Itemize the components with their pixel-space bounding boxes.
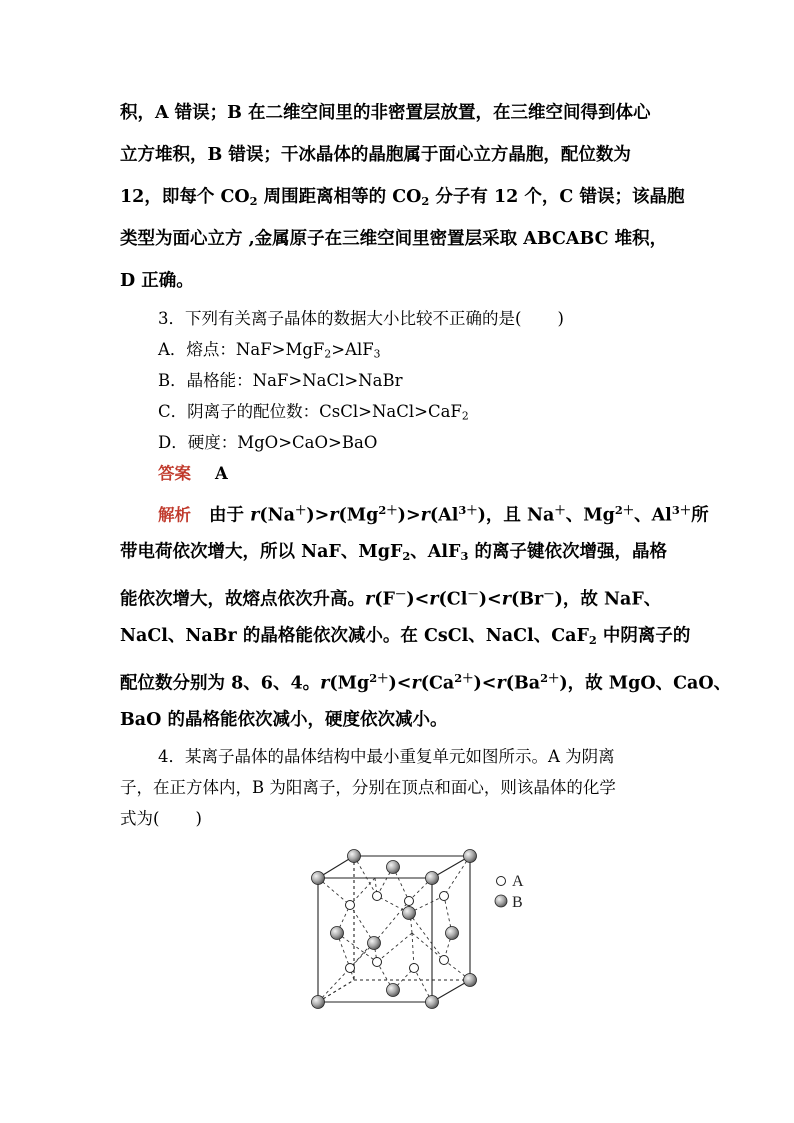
- analysis-line-6: BaO 的晶格能依次减小，硬度依次减小。: [120, 710, 448, 730]
- question-4-line-1: 4．某离子晶体的晶体结构中最小重复单元如图所示。A 为阴离: [158, 747, 615, 766]
- question-3-stem: 3．下列有关离子晶体的数据大小比较不正确的是( ): [158, 309, 564, 328]
- analysis-line-2: 带电荷依次增大，所以 NaF、MgF$_2$、AlF$_3$ 的离子键依次增强，晶格: [120, 542, 667, 563]
- b-atoms: [312, 850, 477, 1009]
- explanation-line-4: 类型为面心立方 ,金属原子在三维空间里密置层采取 ABCABC 堆积，: [120, 229, 668, 249]
- analysis-label: 解析: [158, 505, 191, 525]
- question-3-option-b: B．晶格能：NaF>NaCl>NaBr: [158, 371, 403, 390]
- analysis-line-3: 能依次增大，故熔点依次升高。r(F－)<r(Cl－)<r(Br－)，故 NaF、: [120, 587, 662, 610]
- analysis-line-5: 配位数分别为 8、6、4。$r(Mg^{2+})<r(Ca^{2+})<r(Ba^{2+})$，故 MgO、CaO、: [120, 671, 732, 694]
- a-atoms: [346, 892, 449, 973]
- question-4-line-2: 子，在正方体内，B 为阳离子，分别在顶点和面心，则该晶体的化学: [120, 778, 616, 797]
- question-3-answer: 答案 A: [158, 464, 228, 483]
- question-3-option-c: C．阴离子的配位数：CsCl>NaCl>CaF$_2$: [158, 402, 469, 423]
- analysis-line-1: 解析 由于 $r(Na^+)>r(Mg^{2+})>r(Al^{3+})$，且 Na＋、$Mg^{2+}$、$Al^{3+}$所: [158, 503, 709, 526]
- crystal-structure-figure: [302, 838, 538, 1024]
- question-4-line-3: 式为( ): [120, 809, 202, 828]
- explanation-line-5: D 正确。: [120, 271, 194, 291]
- explanation-line-1: 积，A 错误；B 在二维空间里的非密置层放置，在三维空间得到体心: [120, 103, 651, 123]
- figure-legend: [495, 873, 524, 911]
- legend-b-marker: [495, 895, 507, 907]
- explanation-line-3: 12，即每个 $CO_2$ 周围距离相等的 $CO_2$ 分子有 12 个，C 错误；该晶胞: [120, 187, 685, 208]
- question-3-option-a: A．熔点：NaF>MgF$_2$>AlF$_3$: [158, 340, 381, 361]
- explanation-line-2: 立方堆积，B 错误；干冰晶体的晶胞属于面心立方晶胞，配位数为: [120, 145, 631, 165]
- question-3-option-d: D．硬度：MgO>CaO>BaO: [158, 433, 378, 452]
- legend-a-label: A: [512, 873, 524, 890]
- legend-b-label: B: [512, 894, 523, 911]
- answer-label: 答案: [158, 464, 191, 483]
- analysis-line-4: NaCl、NaBr 的晶格能依次减小。在 CsCl、NaCl、CaF$_2$ 中阴离子的: [120, 626, 691, 647]
- legend-a-marker: [497, 877, 506, 886]
